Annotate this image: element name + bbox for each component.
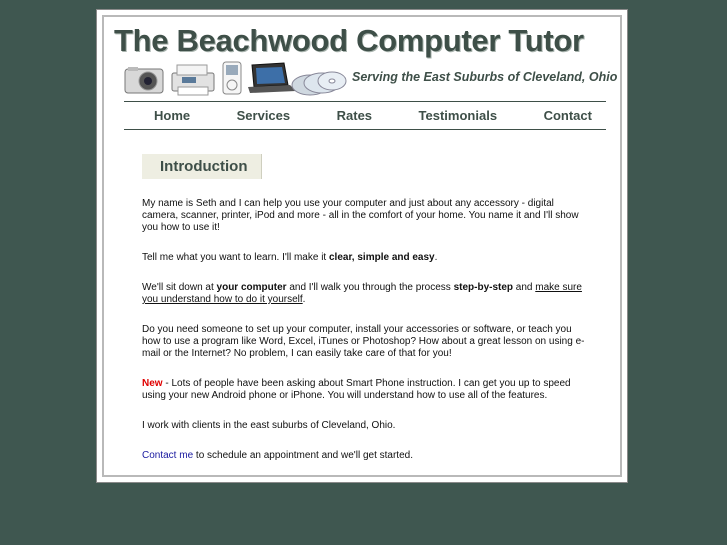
header-device-illustrations [122, 59, 347, 99]
process-text-3: and [513, 282, 536, 293]
nav-item-contact[interactable]: Contact [543, 108, 592, 123]
process-emphasis-steps: step-by-step [453, 282, 514, 293]
nav-item-testimonials[interactable]: Testimonials [418, 108, 498, 123]
smartphone-paragraph [142, 378, 587, 402]
page-inner [102, 15, 622, 477]
cd-discs-icon [292, 72, 346, 95]
main-content [142, 198, 587, 480]
location-paragraph: I work with clients in the east suburbs of Cleveland, Ohio. [142, 420, 396, 431]
process-emphasis-computer: your computer [216, 282, 287, 293]
intro-paragraph: My name is Seth and I can help you use your computer and just about any accessory - digital camera, scanner, printer, iPod and more - all in the comfort of your home. You name it and I'll show you how to use it! [142, 198, 579, 233]
process-text-1: We'll sit down at [142, 282, 217, 293]
nav-item-home[interactable]: Home [154, 108, 191, 123]
process-text-2: and I'll walk you through the process [286, 282, 454, 293]
nav-item-services[interactable]: Services [236, 108, 291, 123]
ipod-icon [223, 62, 241, 94]
laptop-icon [248, 63, 296, 93]
setup-paragraph: Do you need someone to set up your computer, install your accessories or software, or teach you how to use a program like Word, Excel, iTunes or Photoshop? How about a great lesson on using e-mail or the Internet? No problem, I can easily take care of that for you! [142, 324, 585, 359]
process-underline: make sure you understand how to do it yourself [142, 282, 582, 305]
camera-icon [125, 67, 163, 93]
learn-end: . [434, 252, 438, 263]
main-nav [124, 101, 606, 130]
site-title: The Beachwood Computer Tutor [114, 23, 584, 58]
new-badge: New [142, 378, 163, 389]
site-tagline: Serving the East Suburbs of Cleveland, Ohio [352, 70, 618, 84]
section-heading: Introduction [142, 154, 262, 179]
process-paragraph [142, 282, 587, 306]
contact-me-link[interactable]: Contact me [142, 450, 194, 461]
page-frame [96, 9, 628, 483]
contact-paragraph [142, 450, 587, 462]
learn-emphasis: clear, simple and easy [329, 252, 435, 263]
smartphone-text: - Lots of people have been asking about Smart Phone instruction. I can get you up to speed using your new Android phone or iPhone. You will understand how to use all of the features. [142, 378, 571, 401]
printer-icon [172, 65, 214, 95]
learn-paragraph [142, 252, 587, 264]
contact-text: to schedule an appointment and we'll get started. [193, 450, 413, 461]
process-end: . [302, 294, 306, 305]
nav-item-rates[interactable]: Rates [336, 108, 373, 123]
learn-text: Tell me what you want to learn. I'll make it [142, 252, 329, 263]
